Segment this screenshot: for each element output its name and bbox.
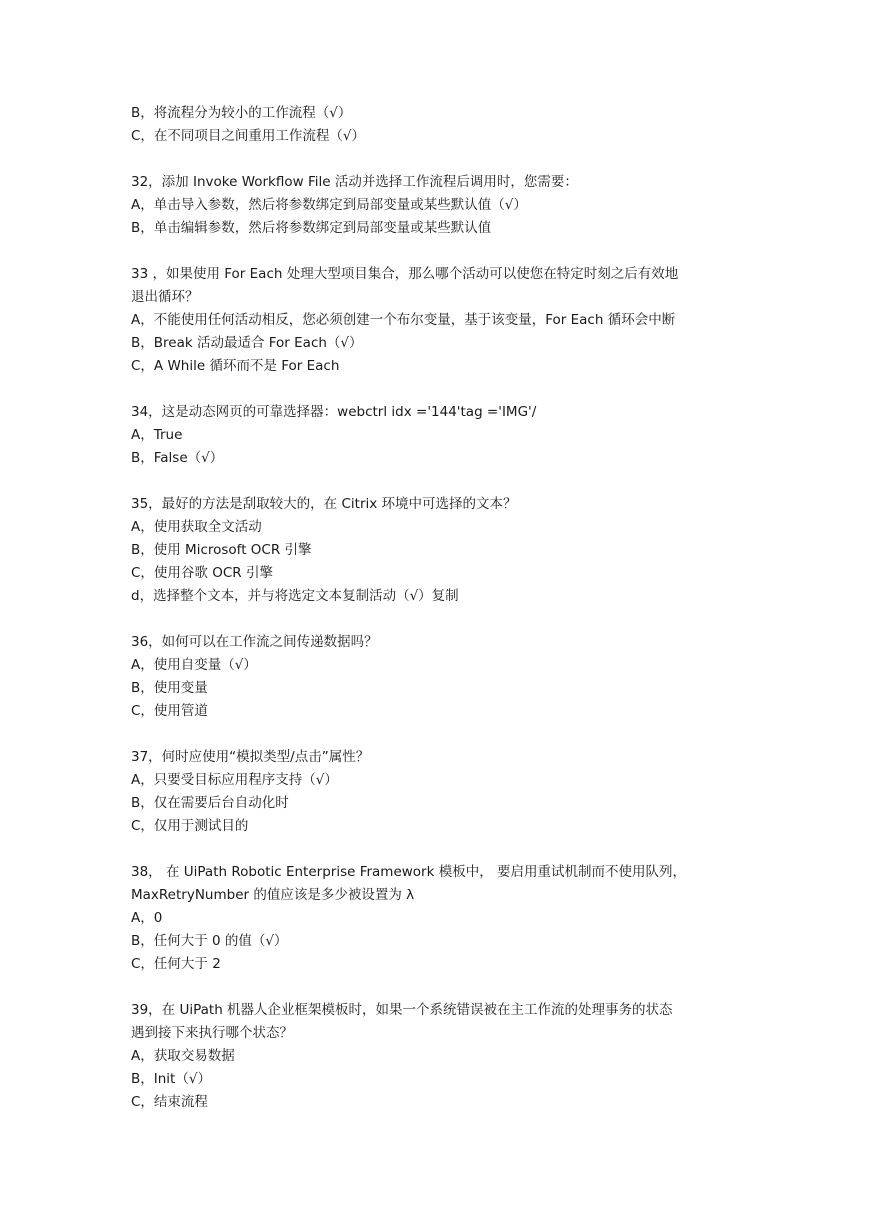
answer-option: B，单击编辑参数，然后将参数绑定到局部变量或某些默认值 <box>131 220 492 236</box>
spacer <box>131 723 741 746</box>
answer-option: B，False（√） <box>131 450 224 466</box>
answer-option: d，选择整个文本，并与将选定文本复制活动（√）复制 <box>131 588 459 604</box>
answer-option: A，使用获取全文活动 <box>131 519 262 535</box>
question-39-continued: 遇到接下来执行哪个状态？ <box>131 1025 293 1041</box>
answer-option: A，使用自变量（√） <box>131 657 257 673</box>
answer-option: A，只要受目标应用程序支持（√） <box>131 772 338 788</box>
answer-option: A，获取交易数据 <box>131 1048 235 1064</box>
question-38: 38， 在 UiPath Robotic Enterprise Framework 模板中， 要启用重试机制而不使用队列， <box>131 864 687 880</box>
answer-option: B，Break 活动最适合 For Each（√） <box>131 335 363 351</box>
answer-option: A，True <box>131 427 183 443</box>
answer-option: C，结束流程 <box>131 1094 208 1110</box>
answer-option: B，任何大于 0 的值（√） <box>131 933 288 949</box>
answer-option: B，使用变量 <box>131 680 208 696</box>
spacer <box>131 148 741 171</box>
answer-option: B，将流程分为较小的工作流程（√） <box>131 105 352 121</box>
question-33-continued: 退出循环？ <box>131 289 199 305</box>
answer-option: C，任何大于 2 <box>131 956 221 972</box>
question-34: 34，这是动态网页的可靠选择器：webctrl idx ='144'tag ='IMG'/ <box>131 404 537 420</box>
spacer <box>131 608 741 631</box>
answer-option: C，使用谷歌 OCR 引擎 <box>131 565 273 581</box>
answer-option: A，0 <box>131 910 163 926</box>
question-32: 32，添加 Invoke Workflow File 活动并选择工作流程后调用时，您需要： <box>131 174 578 190</box>
question-33: 33 ，如果使用 For Each 处理大型项目集合，那么哪个活动可以使您在特定时刻之后有效地 <box>131 266 679 282</box>
question-39: 39，在 UiPath 机器人企业框架模板时，如果一个系统错误被在主工作流的处理事务的状态 <box>131 1002 673 1018</box>
answer-option: B，使用 Microsoft OCR 引擎 <box>131 542 312 558</box>
question-38-continued: MaxRetryNumber 的值应该是多少被设置为 λ <box>131 887 415 903</box>
spacer <box>131 976 741 999</box>
answer-option: A，单击导入参数，然后将参数绑定到局部变量或某些默认值（√） <box>131 197 527 213</box>
answer-option: C，A While 循环而不是 For Each <box>131 358 340 374</box>
question-37: 37，何时应使用“模拟类型/点击”属性？ <box>131 749 370 765</box>
spacer <box>131 240 741 263</box>
question-35: 35，最好的方法是刮取较大的，在 Citrix 环境中可选择的文本？ <box>131 496 517 512</box>
spacer <box>131 470 741 493</box>
answer-option: B，Init（√） <box>131 1071 211 1087</box>
question-36: 36，如何可以在工作流之间传递数据吗？ <box>131 634 378 650</box>
answer-option: C，在不同项目之间重用工作流程（√） <box>131 128 366 144</box>
answer-option: C，使用管道 <box>131 703 208 719</box>
spacer <box>131 838 741 861</box>
spacer <box>131 378 741 401</box>
answer-option: C，仅用于测试目的 <box>131 818 249 834</box>
document-page <box>131 102 741 1114</box>
answer-option: A，不能使用任何活动相反，您必须创建一个布尔变量，基于该变量，For Each 循环会中断 <box>131 312 676 328</box>
answer-option: B，仅在需要后台自动化时 <box>131 795 289 811</box>
